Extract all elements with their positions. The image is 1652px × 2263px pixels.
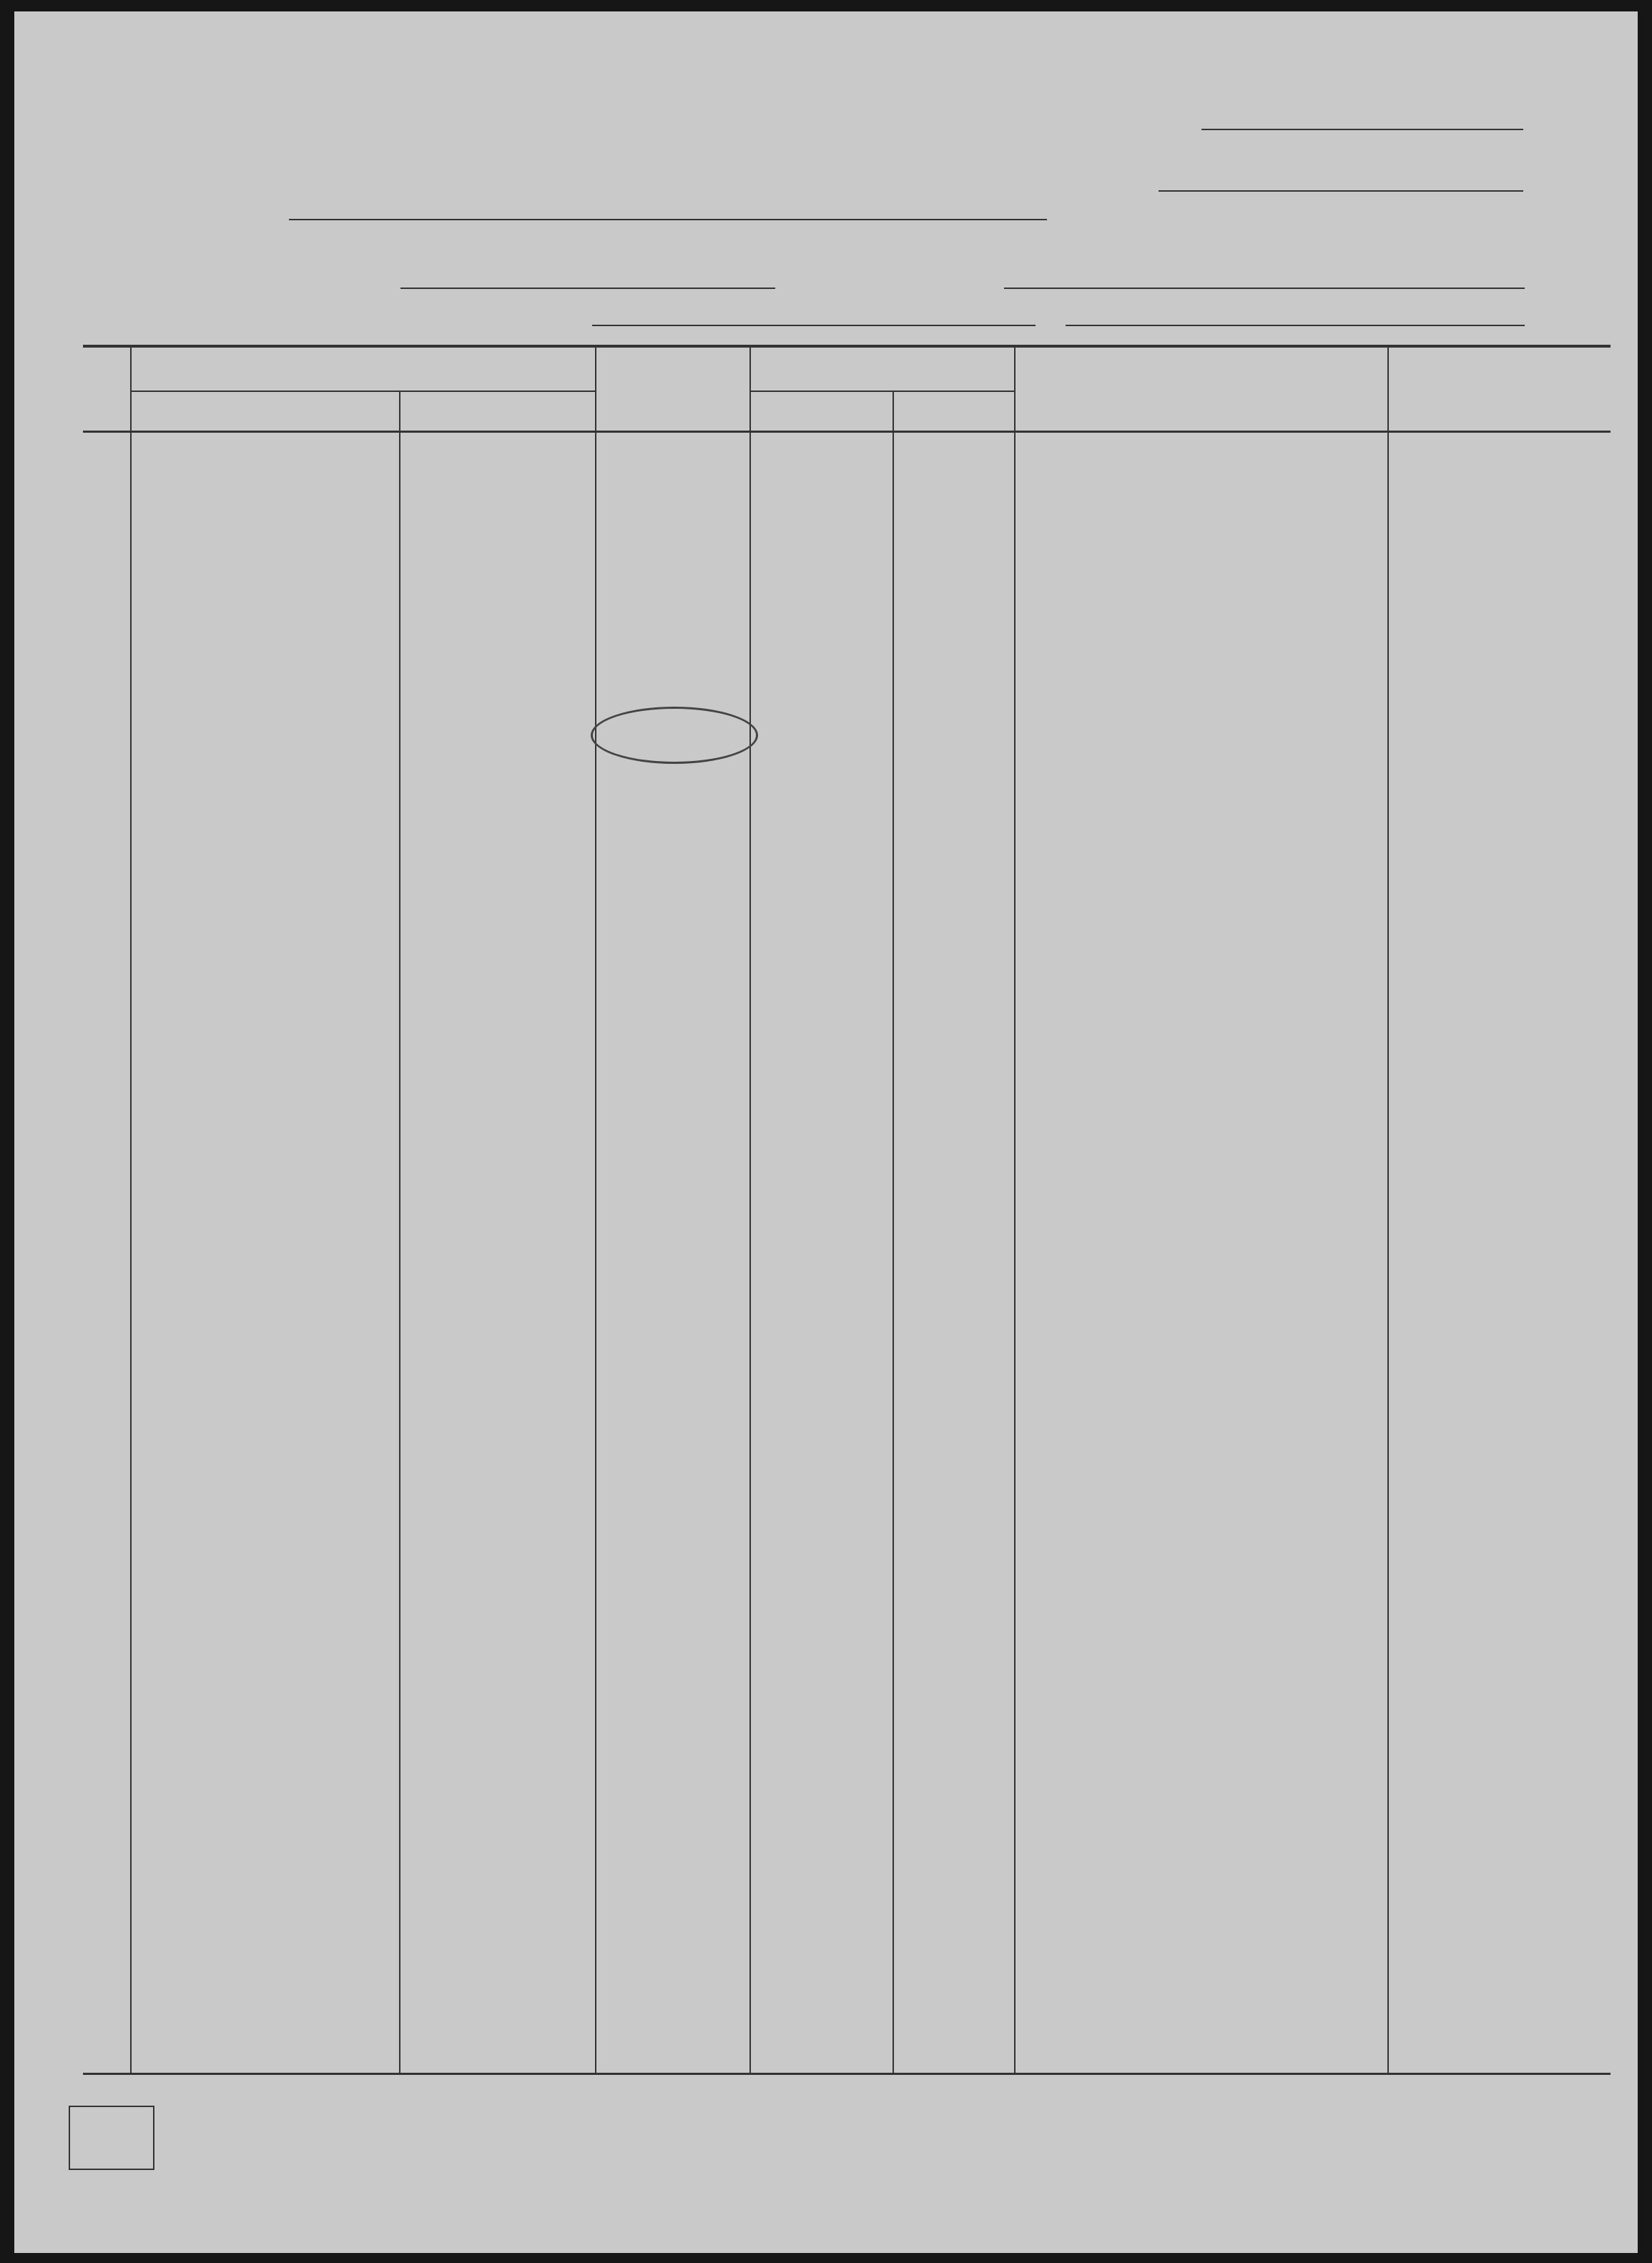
total-number-box <box>69 2106 154 2170</box>
german-circle <box>591 707 758 764</box>
col4-header <box>1087 353 1316 358</box>
crew-list-form <box>14 11 1638 2253</box>
col2-header <box>596 353 749 359</box>
